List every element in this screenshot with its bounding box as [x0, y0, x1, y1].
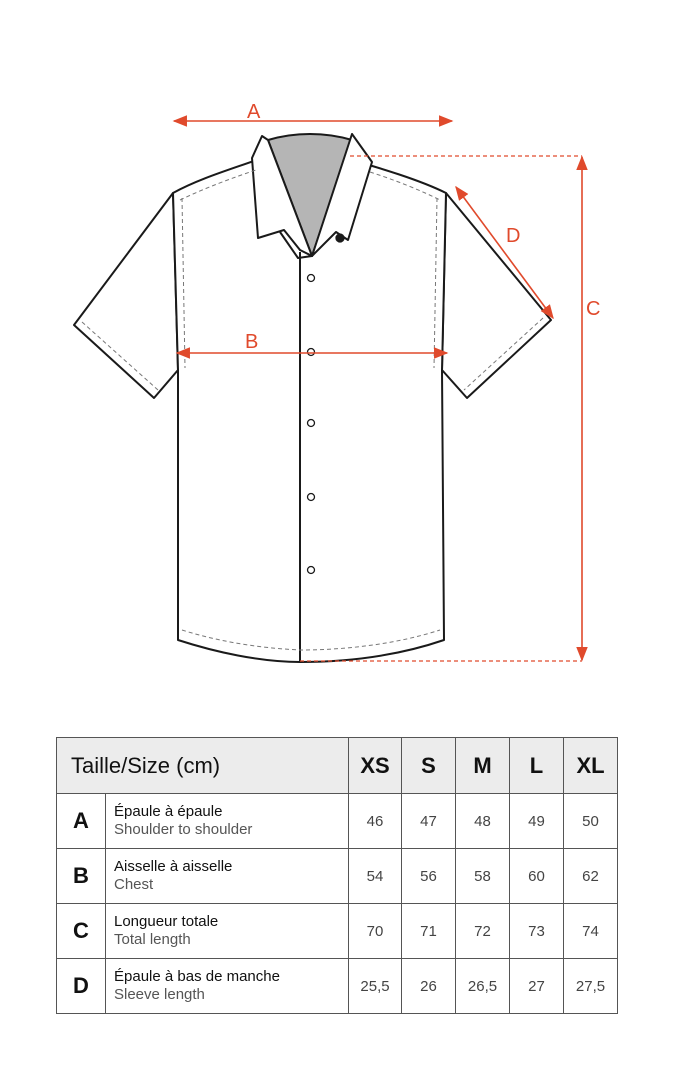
row-letter: B [57, 849, 106, 904]
table-row [57, 794, 618, 849]
label-c: C [586, 298, 601, 320]
value-cell: 25,5 [349, 959, 402, 1014]
button-1 [308, 275, 315, 282]
row-description [106, 849, 349, 904]
value-cell: 26 [402, 959, 456, 1014]
value-cell: 56 [402, 849, 456, 904]
table-header-row [57, 738, 618, 794]
row-label-fr: Aisselle à aisselle [114, 858, 233, 875]
row-label-en: Chest [114, 876, 154, 893]
button-5 [308, 567, 315, 574]
row-label-fr: Longueur totale [114, 913, 219, 930]
label-d: D [506, 225, 521, 247]
right-sleeve [442, 193, 551, 398]
value-cell: 62 [564, 849, 618, 904]
value-cell: 60 [510, 849, 564, 904]
row-letter: C [57, 904, 106, 959]
value-cell: 54 [349, 849, 402, 904]
table-title: Taille/Size (cm) [57, 738, 349, 794]
table-row [57, 849, 618, 904]
value-cell: 46 [349, 794, 402, 849]
row-label-en: Sleeve length [114, 986, 205, 1003]
value-cell: 48 [456, 794, 510, 849]
button-4 [308, 494, 315, 501]
table-row [57, 959, 618, 1014]
value-cell: 47 [402, 794, 456, 849]
value-cell: 50 [564, 794, 618, 849]
table-row [57, 904, 618, 959]
row-description [106, 904, 349, 959]
value-cell: 58 [456, 849, 510, 904]
value-cell: 71 [402, 904, 456, 959]
size-header-s: S [402, 738, 456, 794]
row-description [106, 959, 349, 1014]
row-description [106, 794, 349, 849]
size-header-xs: XS [349, 738, 402, 794]
collar-button [336, 234, 344, 242]
left-sleeve [74, 193, 178, 398]
row-label-fr: Épaule à épaule [114, 803, 223, 820]
value-cell: 74 [564, 904, 618, 959]
value-cell: 72 [456, 904, 510, 959]
size-chart-table [56, 737, 618, 1014]
row-letter: D [57, 959, 106, 1014]
label-b: B [245, 331, 259, 353]
row-label-en: Total length [114, 931, 191, 948]
button-3 [308, 420, 315, 427]
value-cell: 27,5 [564, 959, 618, 1014]
shirt-illustration [74, 134, 551, 662]
value-cell: 27 [510, 959, 564, 1014]
button-2 [308, 349, 315, 356]
size-header-xl: XL [564, 738, 618, 794]
size-header-l: L [510, 738, 564, 794]
value-cell: 49 [510, 794, 564, 849]
value-cell: 26,5 [456, 959, 510, 1014]
row-label-fr: Épaule à bas de manche [114, 968, 280, 985]
value-cell: 70 [349, 904, 402, 959]
label-a: A [247, 101, 261, 123]
row-letter: A [57, 794, 106, 849]
row-label-en: Shoulder to shoulder [114, 821, 253, 838]
value-cell: 73 [510, 904, 564, 959]
size-header-m: M [456, 738, 510, 794]
